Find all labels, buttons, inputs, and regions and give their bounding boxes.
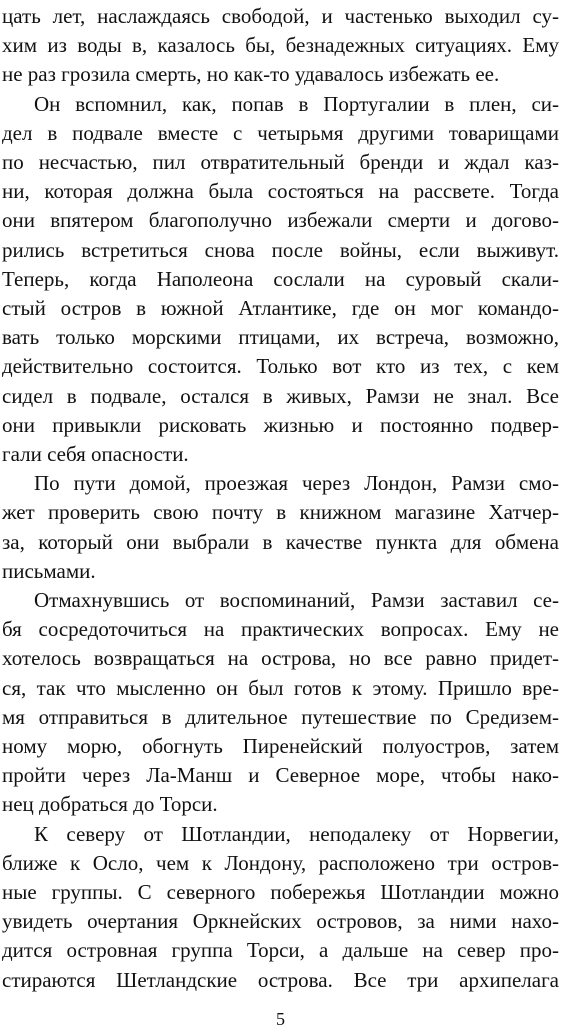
- text-line: они впятером благополучно избежали смерти и догово-: [2, 208, 559, 233]
- text-line: письмами.: [2, 558, 96, 583]
- text-line: они привыкли рисковать жизнью и постоянно подвер-: [2, 412, 559, 437]
- text-line: жет проверить свою почту в книжном магазине Хатчер-: [2, 500, 559, 525]
- text-line: по несчастью, пил отвратительный бренди и ждал каз-: [2, 150, 559, 174]
- page-number: 5: [276, 1009, 285, 1029]
- text-line: действительно состоится. Только вот кто из тех, с кем: [2, 354, 559, 379]
- text-line: ближе к Осло, чем к Лондону, расположено три остров-: [2, 850, 559, 875]
- text-line: цать лет, наслаждаясь свободой, и частенько выходил су-: [2, 4, 559, 28]
- text-line: стый остров в южной Атлантике, где он мог командо-: [2, 296, 559, 320]
- text-line: По пути домой, проезжая через Лондон, Рамзи смо-: [34, 471, 559, 496]
- text-line: нец добраться до Торси.: [2, 792, 218, 817]
- text-line: за, который они выбрали в качестве пункта для обмена: [2, 529, 559, 554]
- text-line: дел в подвале вместе с четырьмя другими товарищами: [2, 120, 559, 145]
- text-line: ни, которая должна была состояться на рассвете. Тогда: [2, 179, 559, 204]
- text-line: гали себя опасности.: [2, 442, 189, 466]
- text-line: ные группы. С северного побережья Шотландии можно: [2, 880, 559, 904]
- text-line: Он вспомнил, как, попав в Португалии в плен, си-: [34, 91, 559, 116]
- text-line: вать только морскими птицами, их встреча, возможно,: [2, 325, 559, 350]
- text-line: рились встретиться снова после войны, если выживут.: [2, 237, 559, 262]
- text-line: увидеть очертания Оркнейских островов, за ними нахо-: [2, 909, 559, 934]
- text-line: Отмахнувшись от воспоминаний, Рамзи заставил се-: [34, 588, 559, 612]
- text-line: К северу от Шотландии, неподалеку от Норвегии,: [34, 821, 559, 846]
- text-line: ся, так что мысленно он был готов к этому. Пришло вре-: [2, 675, 559, 700]
- text-line: стираются Шетландские острова. Все три архипелага: [2, 967, 559, 992]
- text-line: Теперь, когда Наполеона сослали на суровый скали-: [2, 266, 559, 291]
- text-line: хим из воды в, казалось бы, безнадежных ситуациях. Ему: [2, 33, 559, 58]
- text-line: мя отправиться в длительное путешествие по Средизем-: [2, 704, 559, 729]
- text-line: ному морю, обогнуть Пиренейский полуостров, затем: [2, 734, 559, 758]
- text-line: бя сосредоточиться на практических вопросах. Ему не: [2, 617, 559, 642]
- text-line: не раз грозила смерть, но как-то удавалось избежать ее.: [2, 62, 500, 87]
- text-line: пройти через Ла-Манш и Северное море, чтобы нако-: [2, 763, 559, 788]
- text-line: дится островная группа Торси, а дальше на север про-: [2, 938, 559, 963]
- text-line: хотелось возвращаться на острова, но все равно придет-: [2, 646, 559, 671]
- text-line: сидел в подвале, остался в живых, Рамзи не знал. Все: [2, 383, 559, 408]
